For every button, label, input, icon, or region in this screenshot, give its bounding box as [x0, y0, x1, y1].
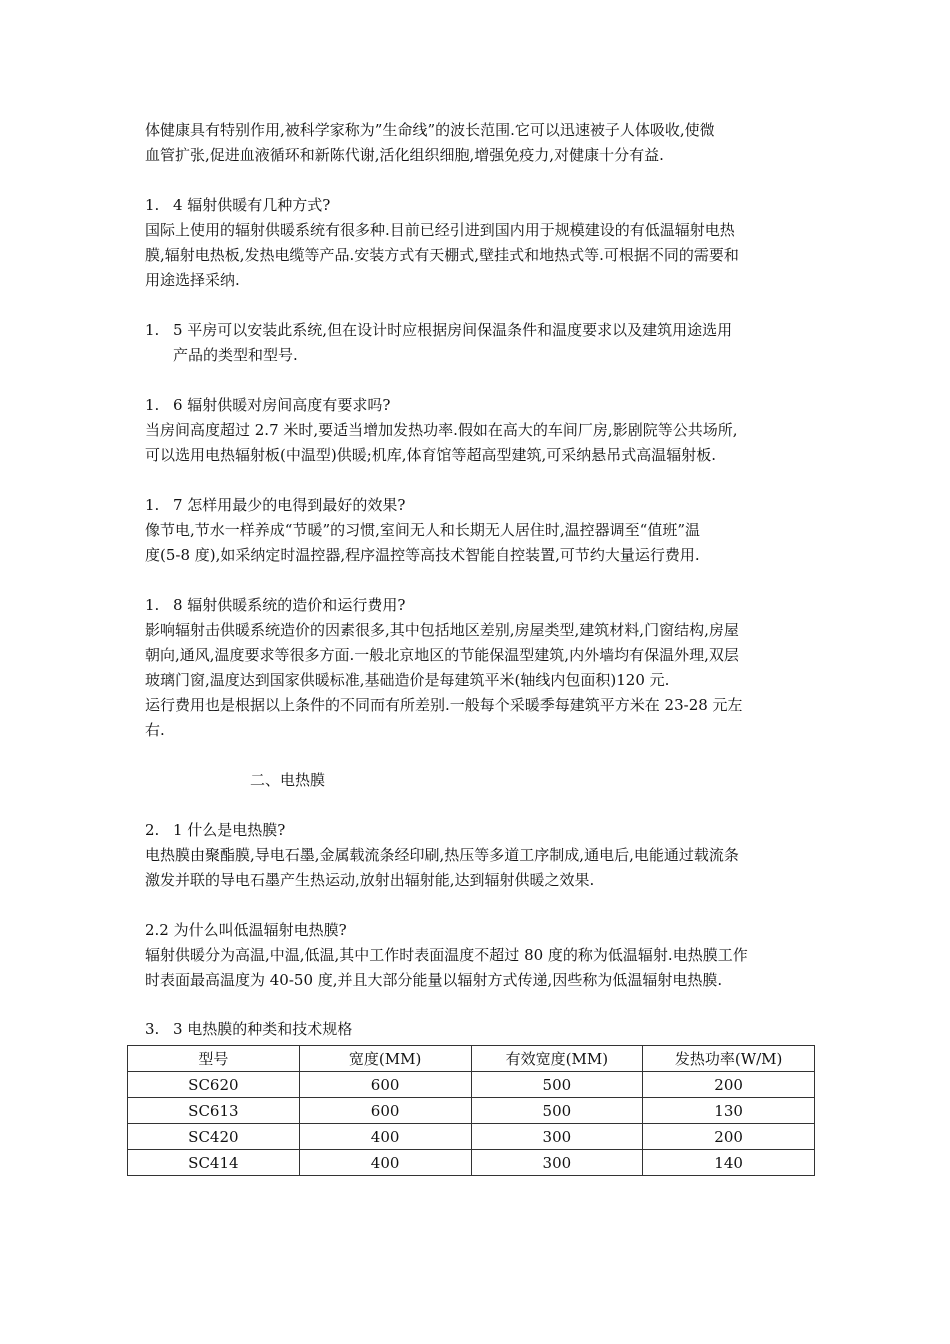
section-heading-2-2: 2.2 为什么叫低温辐射电热膜?	[145, 921, 347, 939]
paragraph-line: 可以选用电热辐射板(中温型)供暖;机库,体育馆等超高型建筑,可采纳悬吊式高温辐射板.	[145, 446, 717, 464]
chapter-title: 二、电热膜	[250, 771, 326, 789]
section-number: 2.	[145, 821, 160, 839]
section-title: 1 什么是电热膜?	[173, 821, 286, 839]
table-cell: 500	[471, 1072, 643, 1098]
section-title: 6 辐射供暖对房间高度有要求吗?	[173, 396, 391, 414]
section-title: 4 辐射供暖有几种方式?	[173, 196, 331, 214]
column-header: 发热功率(W/M)	[643, 1046, 815, 1072]
table-cell: 300	[471, 1124, 643, 1150]
section-heading-1-4	[145, 193, 813, 218]
section-heading-1-8	[145, 593, 813, 618]
paragraph-line: 朝向,通风,温度要求等很多方面.一般北京地区的节能保温型建筑,内外墙均有保温外理,双层	[145, 646, 739, 664]
column-header: 型号	[128, 1046, 300, 1072]
paragraph-line: 右.	[145, 721, 165, 739]
section-heading-2-1	[145, 818, 813, 843]
table-caption	[145, 1018, 813, 1040]
table-header-row	[128, 1046, 815, 1072]
table-cell: SC414	[128, 1150, 300, 1176]
table-cell: 200	[643, 1124, 815, 1150]
paragraph-line: 电热膜由聚酯膜,导电石墨,金属载流条经印刷,热压等多道工序制成,通电后,电能通过载流条	[145, 846, 739, 864]
section-heading-1-6	[145, 393, 813, 418]
section-number: 3.	[145, 1020, 160, 1038]
paragraph-line: 国际上使用的辐射供暖系统有很多种.目前已经引进到国内用于规模建设的有低温辐射电热	[145, 221, 735, 239]
section-number: 1.	[145, 596, 160, 614]
column-header: 宽度(MM)	[299, 1046, 471, 1072]
table-cell: 500	[471, 1098, 643, 1124]
section-number: 1.	[145, 396, 160, 414]
table-row	[128, 1124, 815, 1150]
section-heading-1-7	[145, 493, 813, 518]
paragraph-line: 度(5-8 度),如采纳定时温控器,程序温控等高技术智能自控装置,可节约大量运行费用.	[145, 546, 700, 564]
paragraph-line: 时表面最高温度为 40-50 度,并且大部分能量以辐射方式传递,因些称为低温辐射电热膜.	[145, 971, 723, 989]
table-cell: SC613	[128, 1098, 300, 1124]
section-text-continued: 产品的类型和型号.	[173, 346, 298, 364]
table-cell: SC420	[128, 1124, 300, 1150]
table-cell: SC620	[128, 1072, 300, 1098]
paragraph-line: 玻璃门窗,温度达到国家供暖标准,基础造价是每建筑平米(轴线内包面积)120 元.	[145, 671, 670, 689]
paragraph-line: 辐射供暖分为高温,中温,低温,其中工作时表面温度不超过 80 度的称为低温辐射.电热膜工作	[145, 946, 748, 964]
section-title: 8 辐射供暖系统的造价和运行费用?	[173, 596, 406, 614]
section-number: 1.	[145, 196, 160, 214]
table-cell: 600	[299, 1098, 471, 1124]
section-text: 5 平房可以安装此系统,但在设计时应根据房间保温条件和温度要求以及建筑用途选用	[173, 321, 733, 339]
intro-line-2: 血管扩张,促进血液循环和新陈代谢,活化组织细胞,增强免疫力,对健康十分有益.	[145, 146, 664, 164]
table-cell: 130	[643, 1098, 815, 1124]
paragraph-line: 膜,辐射电热板,发热电缆等产品.安装方式有天棚式,壁挂式和地热式等.可根据不同的需要和	[145, 246, 739, 264]
intro-line-1: 体健康具有特别作用,被科学家称为”生命线”的波长范围.它可以迅速被子人体吸收,使微	[145, 121, 715, 139]
section-title: 3 电热膜的种类和技术规格	[173, 1020, 353, 1038]
paragraph-line: 运行费用也是根据以上条件的不同而有所差别.一般每个采暖季每建筑平方米在 23-28 元左	[145, 696, 743, 714]
paragraph-line: 像节电,节水一样养成“节暖”的习惯,室间无人和长期无人居住时,温控器调至“值班”温	[145, 521, 700, 539]
section-title: 7 怎样用最少的电得到最好的效果?	[173, 496, 406, 514]
section-number: 1.	[145, 496, 160, 514]
paragraph-line: 当房间高度超过 2.7 米时,要适当增加发热功率.假如在高大的车间厂房,影剧院等公共场所,	[145, 421, 738, 439]
table-cell: 140	[643, 1150, 815, 1176]
table-row	[128, 1072, 815, 1098]
table-cell: 300	[471, 1150, 643, 1176]
section-1-5	[145, 318, 813, 368]
paragraph-line: 影响辐射击供暖系统造价的因素很多,其中包括地区差别,房屋类型,建筑材料,门窗结构,房屋	[145, 621, 739, 639]
spec-table	[127, 1045, 815, 1176]
paragraph-line: 激发并联的导电石墨产生热运动,放射出辐射能,达到辐射供暖之效果.	[145, 871, 595, 889]
column-header: 有效宽度(MM)	[471, 1046, 643, 1072]
table-cell: 400	[299, 1124, 471, 1150]
table-cell: 200	[643, 1072, 815, 1098]
section-number: 1.	[145, 321, 160, 339]
table-cell: 400	[299, 1150, 471, 1176]
table-row	[128, 1098, 815, 1124]
table-cell: 600	[299, 1072, 471, 1098]
document-body	[145, 118, 813, 1040]
table-row	[128, 1150, 815, 1176]
paragraph-line: 用途选择采纳.	[145, 271, 240, 289]
